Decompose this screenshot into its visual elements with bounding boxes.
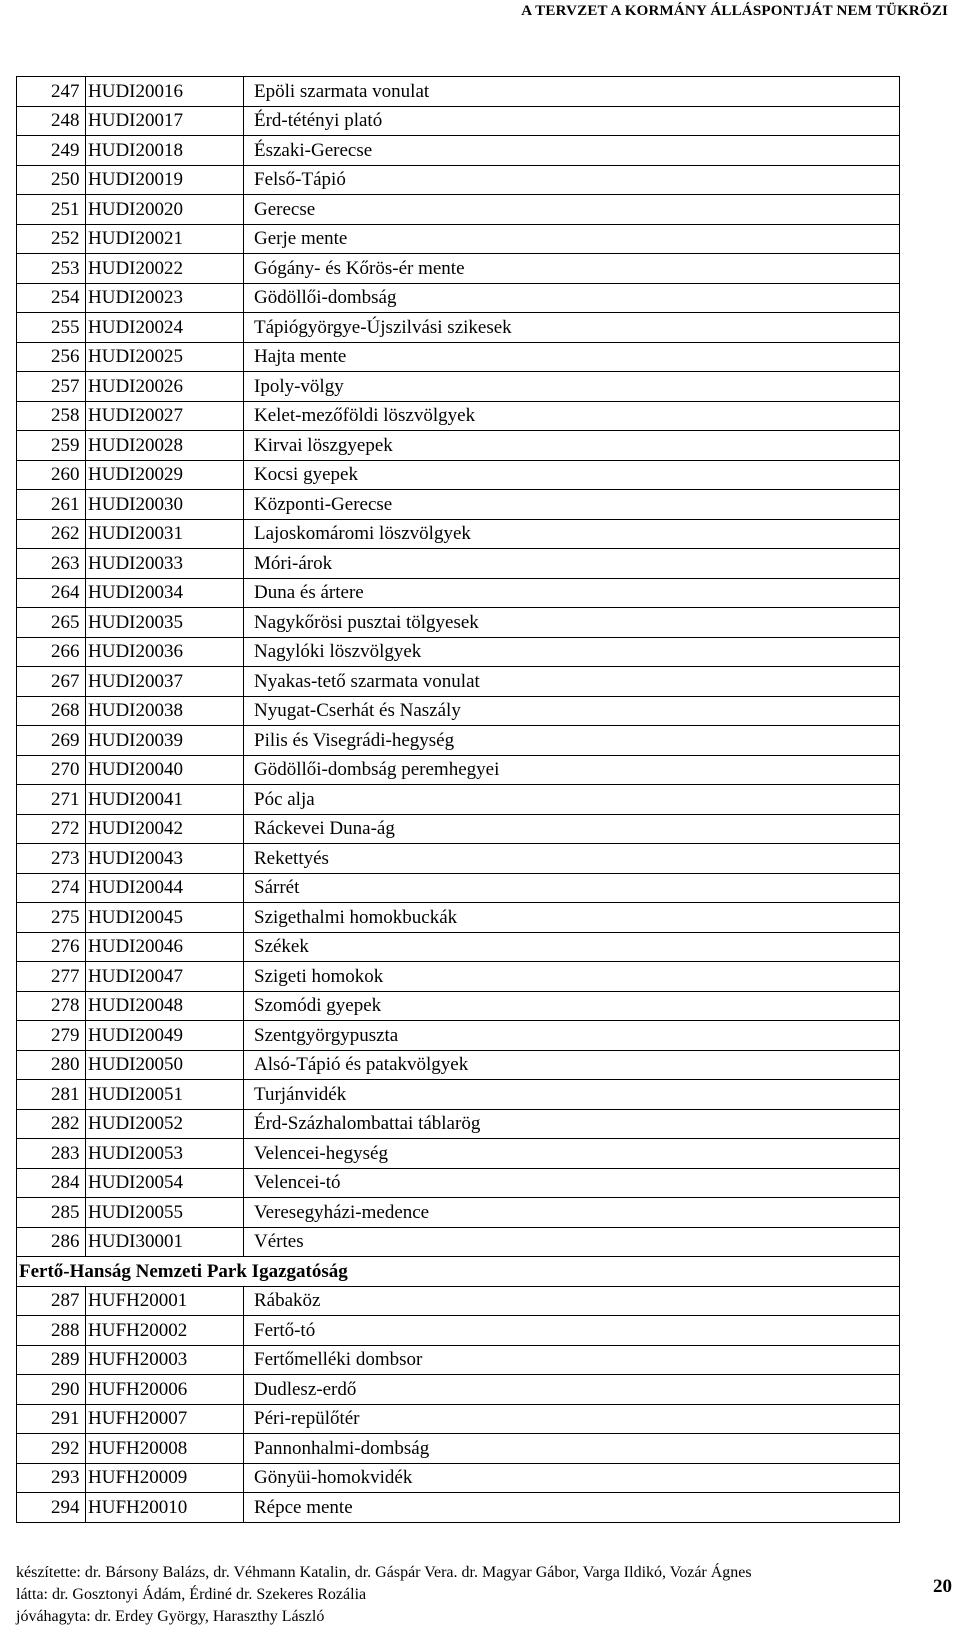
row-number: 289	[17, 1345, 86, 1375]
site-name: Duna és ártere	[244, 578, 900, 608]
footer-reviewed-by: látta: dr. Gosztonyi Ádám, Érdiné dr. Szekeres Rozália	[16, 1586, 367, 1603]
site-name: Gödöllői-dombság peremhegyei	[244, 755, 900, 785]
site-name: Vértes	[244, 1227, 900, 1257]
row-number: 273	[17, 844, 86, 874]
row-number: 294	[17, 1493, 86, 1523]
row-number: 247	[17, 77, 86, 107]
sites-table-body	[17, 77, 900, 1523]
row-number: 286	[17, 1227, 86, 1257]
site-code: HUDI20052	[86, 1109, 244, 1139]
row-number: 275	[17, 903, 86, 933]
table-row	[17, 549, 900, 579]
row-number: 282	[17, 1109, 86, 1139]
table-row	[17, 755, 900, 785]
site-code: HUDI20025	[86, 342, 244, 372]
site-name: Fertő-tó	[244, 1316, 900, 1346]
section-title: Fertő-Hanság Nemzeti Park Igazgatóság	[17, 1257, 900, 1287]
site-name: Póc alja	[244, 785, 900, 815]
table-row	[17, 1316, 900, 1346]
site-name: Turjánvidék	[244, 1080, 900, 1110]
site-name: Érd-Százhalombattai táblarög	[244, 1109, 900, 1139]
row-number: 254	[17, 283, 86, 313]
table-row	[17, 401, 900, 431]
row-number: 284	[17, 1168, 86, 1198]
row-number: 291	[17, 1404, 86, 1434]
table-row	[17, 313, 900, 343]
site-name: Nagykőrösi pusztai tölgyesek	[244, 608, 900, 638]
site-name: Székek	[244, 932, 900, 962]
site-code: HUDI20030	[86, 490, 244, 520]
site-name: Központi-Gerecse	[244, 490, 900, 520]
row-number: 269	[17, 726, 86, 756]
site-name: Hajta mente	[244, 342, 900, 372]
site-code: HUDI20050	[86, 1050, 244, 1080]
site-name: Nagylóki löszvölgyek	[244, 637, 900, 667]
site-name: Péri-repülőtér	[244, 1404, 900, 1434]
site-name: Nyugat-Cserhát és Naszály	[244, 696, 900, 726]
site-code: HUDI20016	[86, 77, 244, 107]
row-number: 279	[17, 1021, 86, 1051]
row-number: 253	[17, 254, 86, 284]
row-number: 266	[17, 637, 86, 667]
site-name: Szigeti homokok	[244, 962, 900, 992]
site-name: Felső-Tápió	[244, 165, 900, 195]
row-number: 250	[17, 165, 86, 195]
site-code: HUDI20017	[86, 106, 244, 136]
table-row	[17, 431, 900, 461]
site-code: HUDI20033	[86, 549, 244, 579]
row-number: 251	[17, 195, 86, 225]
row-number: 267	[17, 667, 86, 697]
row-number: 287	[17, 1286, 86, 1316]
table-row	[17, 932, 900, 962]
site-name: Velencei-hegység	[244, 1139, 900, 1169]
table-row	[17, 1463, 900, 1493]
site-code: HUDI20029	[86, 460, 244, 490]
row-number: 272	[17, 814, 86, 844]
site-name: Móri-árok	[244, 549, 900, 579]
site-code: HUDI20027	[86, 401, 244, 431]
table-row	[17, 962, 900, 992]
table-row	[17, 254, 900, 284]
site-code: HUDI20020	[86, 195, 244, 225]
row-number: 285	[17, 1198, 86, 1228]
table-row	[17, 844, 900, 874]
table-row	[17, 77, 900, 107]
site-name: Veresegyházi-medence	[244, 1198, 900, 1228]
table-row	[17, 578, 900, 608]
table-row	[17, 1493, 900, 1523]
site-name: Érd-tétényi plató	[244, 106, 900, 136]
site-code: HUDI20046	[86, 932, 244, 962]
site-code: HUDI20019	[86, 165, 244, 195]
site-name: Fertőmelléki dombsor	[244, 1345, 900, 1375]
footer-approved-by: jóváhagyta: dr. Erdey György, Haraszthy László	[16, 1608, 325, 1625]
table-row	[17, 873, 900, 903]
row-number: 265	[17, 608, 86, 638]
site-name: Szentgyörgypuszta	[244, 1021, 900, 1051]
site-code: HUDI20035	[86, 608, 244, 638]
table-row	[17, 1198, 900, 1228]
site-name: Velencei-tó	[244, 1168, 900, 1198]
site-name: Gerecse	[244, 195, 900, 225]
row-number: 283	[17, 1139, 86, 1169]
site-name: Északi-Gerecse	[244, 136, 900, 166]
site-name: Répce mente	[244, 1493, 900, 1523]
row-number: 268	[17, 696, 86, 726]
site-name: Rekettyés	[244, 844, 900, 874]
site-code: HUFH20009	[86, 1463, 244, 1493]
site-code: HUFH20001	[86, 1286, 244, 1316]
site-name: Szigethalmi homokbuckák	[244, 903, 900, 933]
site-code: HUDI20047	[86, 962, 244, 992]
table-row	[17, 1168, 900, 1198]
site-code: HUDI20054	[86, 1168, 244, 1198]
table-row	[17, 106, 900, 136]
site-code: HUDI20028	[86, 431, 244, 461]
sites-table	[16, 76, 900, 1523]
table-row	[17, 1050, 900, 1080]
site-name: Pannonhalmi-dombság	[244, 1434, 900, 1464]
site-code: HUDI20048	[86, 991, 244, 1021]
site-name: Kelet-mezőföldi löszvölgyek	[244, 401, 900, 431]
site-code: HUDI20055	[86, 1198, 244, 1228]
row-number: 288	[17, 1316, 86, 1346]
site-code: HUDI20053	[86, 1139, 244, 1169]
site-code: HUDI20021	[86, 224, 244, 254]
site-name: Gerje mente	[244, 224, 900, 254]
site-name: Tápiógyörgye-Újszilvási szikesek	[244, 313, 900, 343]
row-number: 281	[17, 1080, 86, 1110]
table-row	[17, 165, 900, 195]
site-code: HUDI20026	[86, 372, 244, 402]
site-code: HUDI20040	[86, 755, 244, 785]
site-name: Gödöllői-dombság	[244, 283, 900, 313]
row-number: 252	[17, 224, 86, 254]
site-code: HUDI20022	[86, 254, 244, 284]
page-header: A TERVZET A KORMÁNY ÁLLÁSPONTJÁT NEM TÜKRÖZI	[521, 3, 948, 19]
row-number: 264	[17, 578, 86, 608]
table-row	[17, 1227, 900, 1257]
site-code: HUDI20039	[86, 726, 244, 756]
site-code: HUFH20008	[86, 1434, 244, 1464]
section-row	[17, 1257, 900, 1287]
row-number: 293	[17, 1463, 86, 1493]
row-number: 260	[17, 460, 86, 490]
site-code: HUFH20002	[86, 1316, 244, 1346]
site-name: Kocsi gyepek	[244, 460, 900, 490]
site-name: Ráckevei Duna-ág	[244, 814, 900, 844]
table-row	[17, 903, 900, 933]
row-number: 257	[17, 372, 86, 402]
row-number: 290	[17, 1375, 86, 1405]
table-row	[17, 608, 900, 638]
row-number: 277	[17, 962, 86, 992]
table-row	[17, 1286, 900, 1316]
table-row	[17, 195, 900, 225]
site-code: HUFH20003	[86, 1345, 244, 1375]
table-row	[17, 696, 900, 726]
row-number: 270	[17, 755, 86, 785]
site-code: HUDI20045	[86, 903, 244, 933]
site-name: Rábaköz	[244, 1286, 900, 1316]
site-code: HUDI30001	[86, 1227, 244, 1257]
site-code: HUDI20049	[86, 1021, 244, 1051]
footer-prepared-by: készítette: dr. Bársony Balázs, dr. Véhmann Katalin, dr. Gáspár Vera. dr. Magyar Gábor, Varga Ildikó, Vozár Ágnes	[16, 1564, 752, 1581]
table-row	[17, 1021, 900, 1051]
row-number: 280	[17, 1050, 86, 1080]
table-row	[17, 519, 900, 549]
site-name: Dudlesz-erdő	[244, 1375, 900, 1405]
table-row	[17, 1139, 900, 1169]
table-row	[17, 637, 900, 667]
site-code: HUDI20044	[86, 873, 244, 903]
row-number: 256	[17, 342, 86, 372]
row-number: 261	[17, 490, 86, 520]
table-row	[17, 224, 900, 254]
row-number: 248	[17, 106, 86, 136]
table-row	[17, 1109, 900, 1139]
table-row	[17, 667, 900, 697]
site-name: Epöli szarmata vonulat	[244, 77, 900, 107]
table-row	[17, 1345, 900, 1375]
table-row	[17, 136, 900, 166]
footer	[16, 1562, 752, 1628]
row-number: 249	[17, 136, 86, 166]
site-name: Lajoskomáromi löszvölgyek	[244, 519, 900, 549]
site-code: HUDI20051	[86, 1080, 244, 1110]
site-code: HUDI20037	[86, 667, 244, 697]
row-number: 263	[17, 549, 86, 579]
table-row	[17, 283, 900, 313]
row-number: 292	[17, 1434, 86, 1464]
table-row	[17, 460, 900, 490]
page-number: 20	[933, 1576, 952, 1597]
table-row	[17, 726, 900, 756]
row-number: 258	[17, 401, 86, 431]
table-row	[17, 1404, 900, 1434]
row-number: 271	[17, 785, 86, 815]
table-row	[17, 1080, 900, 1110]
site-name: Nyakas-tető szarmata vonulat	[244, 667, 900, 697]
row-number: 259	[17, 431, 86, 461]
site-name: Szomódi gyepek	[244, 991, 900, 1021]
site-code: HUFH20010	[86, 1493, 244, 1523]
site-code: HUDI20036	[86, 637, 244, 667]
site-name: Ipoly-völgy	[244, 372, 900, 402]
table-row	[17, 814, 900, 844]
table-row	[17, 785, 900, 815]
site-code: HUDI20024	[86, 313, 244, 343]
site-name: Alsó-Tápió és patakvölgyek	[244, 1050, 900, 1080]
site-name: Gönyüi-homokvidék	[244, 1463, 900, 1493]
row-number: 276	[17, 932, 86, 962]
table-row	[17, 490, 900, 520]
table-row	[17, 372, 900, 402]
site-code: HUFH20006	[86, 1375, 244, 1405]
site-name: Kirvai löszgyepek	[244, 431, 900, 461]
site-code: HUDI20041	[86, 785, 244, 815]
site-code: HUFH20007	[86, 1404, 244, 1434]
table-row	[17, 991, 900, 1021]
row-number: 255	[17, 313, 86, 343]
site-code: HUDI20023	[86, 283, 244, 313]
site-code: HUDI20042	[86, 814, 244, 844]
site-name: Sárrét	[244, 873, 900, 903]
site-code: HUDI20031	[86, 519, 244, 549]
table-row	[17, 1375, 900, 1405]
row-number: 278	[17, 991, 86, 1021]
site-code: HUDI20038	[86, 696, 244, 726]
row-number: 262	[17, 519, 86, 549]
row-number: 274	[17, 873, 86, 903]
site-code: HUDI20034	[86, 578, 244, 608]
table-row	[17, 1434, 900, 1464]
site-code: HUDI20043	[86, 844, 244, 874]
site-name: Pilis és Visegrádi-hegység	[244, 726, 900, 756]
site-name: Gógány- és Kőrös-ér mente	[244, 254, 900, 284]
table-row	[17, 342, 900, 372]
site-code: HUDI20018	[86, 136, 244, 166]
